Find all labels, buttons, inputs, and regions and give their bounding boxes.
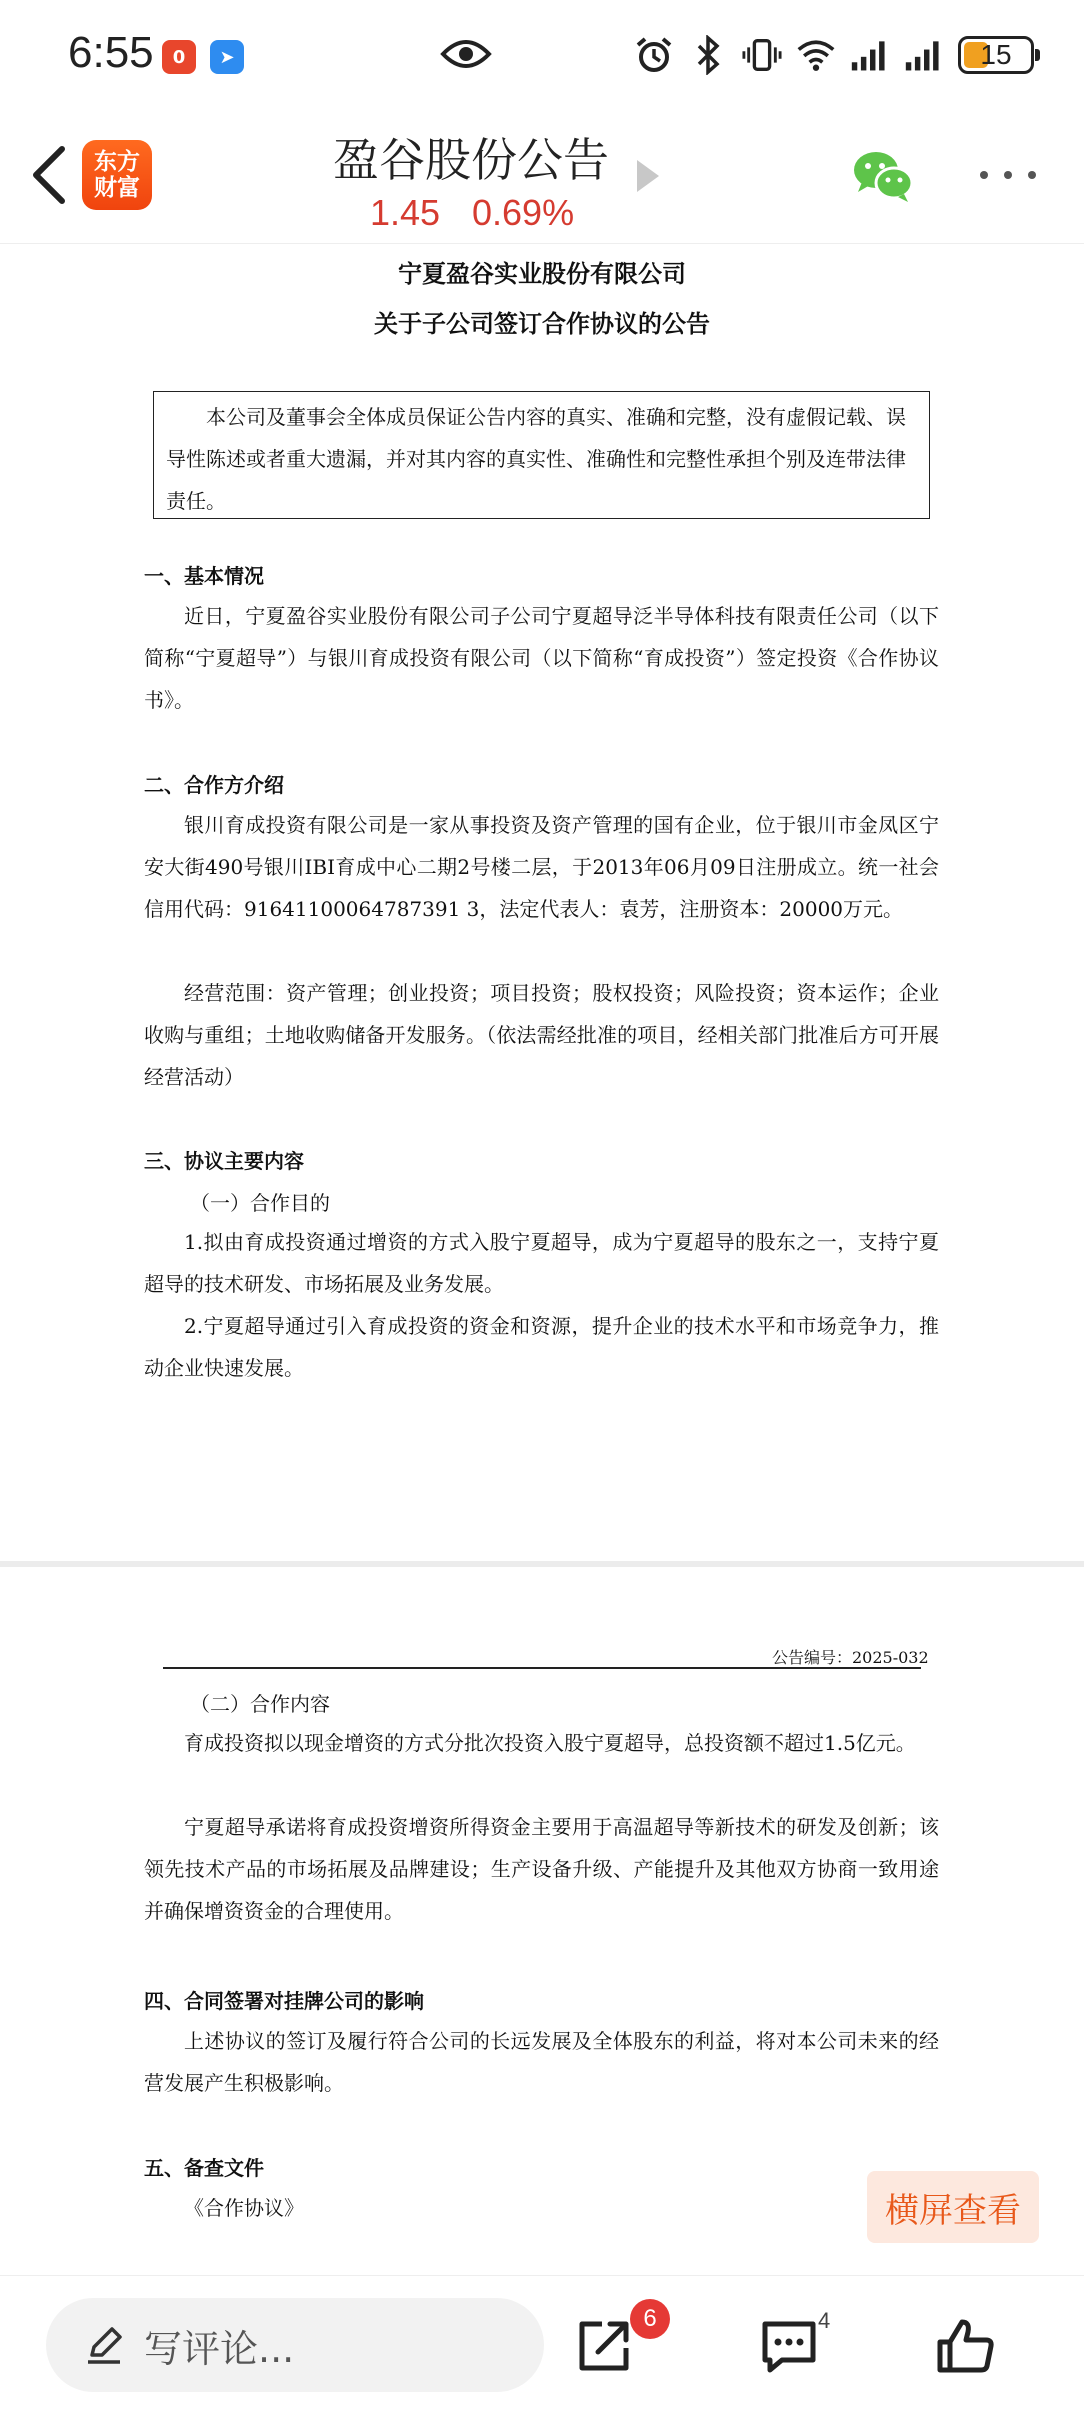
logo-line-1: 东方 [94,148,140,175]
section-heading: 一、基本情况 [144,564,264,588]
paragraph: 宁夏超导承诺将育成投资增资所得资金主要用于高温超导等新技术的研发及创新；该领先技术产品的市场拓展及品牌建设；生产设备升级、产能提升及其他双方协商一致用途并确保增资资金的合理使用。 [144,1815,939,1923]
disclaimer-text: 本公司及董事会全体成员保证公告内容的真实、准确和完整，没有虚假记载、误导性陈述或者重大遗漏，并对其内容的真实性、准确性和完整性承担个别及连带法律责任。 [166,405,906,513]
landscape-view-button[interactable]: 横屏查看 [867,2171,1039,2243]
share-count-badge: 6 [630,2299,670,2339]
doc-number: 公告编号：2025-032 [772,1648,929,1667]
more-dot-icon [1004,171,1012,179]
paragraph: 2.宁夏超导通过引入育成投资的资金和资源，提升企业的技术水平和市场竞争力，推动企业快速发展。 [144,1314,939,1380]
wifi-icon [796,35,836,75]
comment-count: 4 [818,2308,831,2333]
more-dot-icon [980,171,988,179]
vibrate-icon [742,35,782,75]
bluetooth-icon [688,35,728,75]
paragraph: 1.拟由育成投资通过增资的方式入股宁夏超导，成为宁夏超导的股东之一，支持宁夏超导的技术研发、市场拓展及业务发展。 [144,1230,939,1296]
bottom-action-bar [0,2275,1084,2412]
more-options-button[interactable] [976,160,1040,190]
document-page-2 [0,1567,1084,2275]
paragraph: 银川育成投资有限公司是一家从事投资及资产管理的国有企业，位于银川市金凤区宁安大街490号银川IBI育成中心二期2号楼二层，于2013年06月09日注册成立。统一社会信用代码：91641100064787391 3，法定代表人：袁芳，注册资本：20000万元。 [144,813,939,921]
document-page-1 [0,244,1084,1562]
header-rule [163,1667,921,1669]
wechat-share-button[interactable] [850,146,916,206]
status-time: 6:55 [68,28,154,77]
alarm-icon [634,35,674,75]
paragraph: 育成投资拟以现金增资的方式分批次投资入股宁夏超导，总投资额不超过1.5亿元。 [184,1731,916,1755]
paragraph: 近日，宁夏盈谷实业股份有限公司子公司宁夏超导泛半导体科技有限责任公司（以下简称“宁夏超导”）与银川育成投资有限公司（以下简称“育成投资”）签定投资《合作协议书》。 [144,604,939,712]
share-icon [574,2316,634,2376]
status-bar [0,0,1084,110]
section-heading: 五、备查文件 [144,2156,264,2180]
section-heading: 三、协议主要内容 [144,1149,304,1173]
doc-title-line-1: 宁夏盈谷实业股份有限公司 [398,259,686,288]
comments-button[interactable] [760,2318,818,2376]
comment-bubble-icon [760,2318,818,2376]
wechat-icon [850,146,916,206]
battery-level: 15 [980,39,1012,70]
thumbs-up-icon [936,2316,996,2376]
sub-heading: （一）合作目的 [190,1191,330,1215]
disclaimer-box [153,391,930,519]
signal-icon [850,35,890,75]
more-dot-icon [1028,171,1036,179]
app-header [0,110,1084,244]
stock-change: 0.69% [472,192,575,233]
section-heading: 四、合同签署对挂牌公司的影响 [144,1989,424,2013]
paragraph: 经营范围：资产管理；创业投资；项目投资；股权投资；风险投资；资本运作；企业收购与重组；土地收购储备开发服务。（依法需经批准的项目，经相关部门批准后方可开展经营活动） [144,981,939,1089]
system-icons [634,30,1034,80]
battery-icon [958,36,1034,74]
stock-price: 1.45 [370,192,441,233]
paragraph: 上述协议的签订及履行符合公司的长远发展及全体股东的利益，将对本公司未来的经营发展产生积极影响。 [144,2029,939,2095]
section-heading: 二、合作方介绍 [144,773,284,797]
notification-app-icon: 0 [162,40,196,74]
page-title: 盈谷股份公告 [333,133,609,187]
sub-heading: （二）合作内容 [190,1692,330,1716]
pencil-icon [84,2325,124,2365]
logo-line-2: 财富 [94,174,140,201]
notification-app-icon-2: ➤ [210,40,244,74]
doc-title-line-2: 关于子公司签订合作协议的公告 [374,309,710,338]
comment-input[interactable] [46,2298,544,2392]
paragraph: 《合作协议》 [184,2196,304,2220]
signal-icon-2 [904,35,944,75]
eye-icon [440,34,492,74]
like-button[interactable] [936,2316,996,2376]
play-arrow-icon[interactable] [637,160,659,192]
comment-placeholder: 写评论... [144,2326,295,2371]
share-button[interactable] [574,2316,634,2376]
